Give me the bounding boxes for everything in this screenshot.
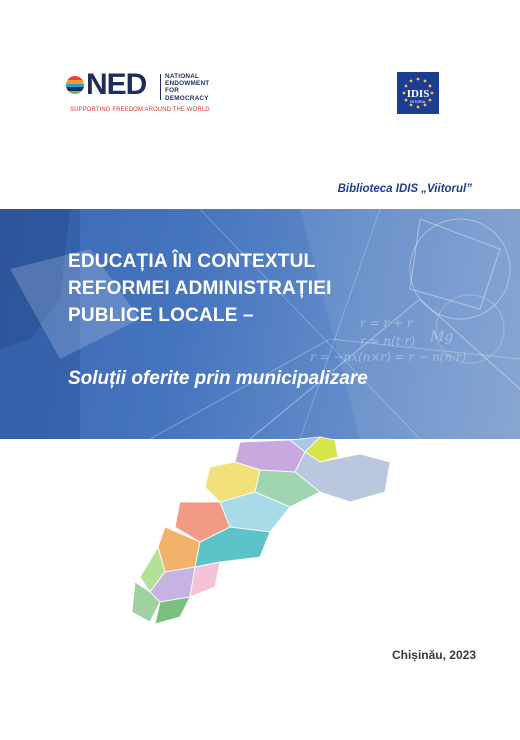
ned-name-line: NATIONAL [165, 73, 200, 80]
idis-logo [397, 72, 439, 114]
ned-full-name [165, 73, 235, 102]
ned-circle-icon [66, 76, 84, 94]
title-line: REFORMEI ADMINISTRAȚIEI [68, 278, 332, 299]
document-subtitle: Soluții oferite prin municipalizare [68, 368, 368, 389]
idis-wordmark: IDIS [406, 88, 430, 100]
banner-formula: r = −nx(n×r) = r − n(n·r) [310, 350, 467, 364]
idis-emblem-icon [397, 72, 439, 114]
ned-acronym: NED [86, 68, 147, 101]
publication-place-year: Chișinău, 2023 [391, 648, 476, 662]
title-line: EDUCAȚIA ÎN CONTEXTUL [68, 251, 316, 272]
ned-divider [160, 74, 161, 100]
ned-tagline: SUPPORTING FREEDOM AROUND THE WORLD [70, 107, 210, 113]
title-line: PUBLICE LOCALE – [68, 305, 254, 326]
ned-name-line: FOR [165, 87, 180, 95]
document-title [68, 248, 332, 329]
banner-formula: Mg [430, 329, 454, 345]
ned-logo [66, 68, 226, 116]
ned-name-line: DEMOCRACY [165, 94, 209, 102]
banner-formula: r = n(t·r) [360, 334, 415, 348]
moldova-map-illustration [120, 432, 420, 632]
ned-name-line: ENDOWMENT [165, 80, 210, 88]
idis-subword: VIITORUL [409, 100, 427, 104]
library-label: Biblioteca IDIS „Viitorul” [337, 183, 472, 195]
banner-formula: r = r + r [360, 316, 413, 330]
